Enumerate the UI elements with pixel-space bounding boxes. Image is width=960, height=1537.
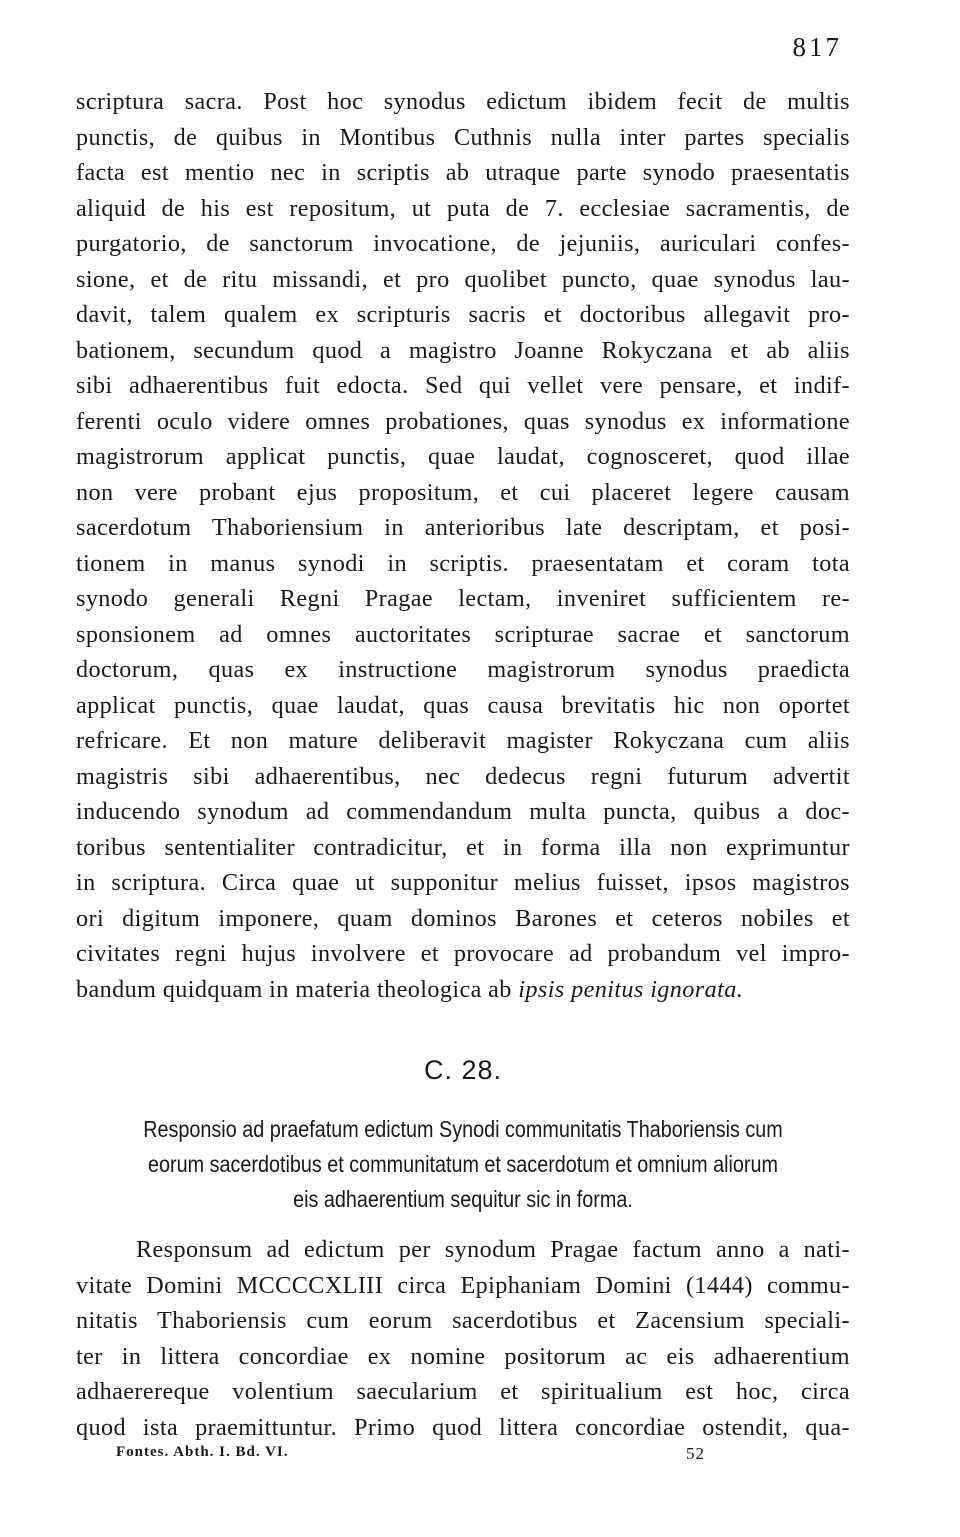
text-line: vitate Domini MCCCCXLIII circa Epiphaniam Domini (1444) commu- [76,1271,850,1299]
text-line-italic: ipsis penitus ignorata. [518,975,744,1003]
text-line: applicat punctis, quae laudat, quas causa brevitatis hic non oportet [76,691,850,719]
heading-line: Responsio ad praefatum edictum Synodi communitatis Thaboriensis cum [143,1116,783,1142]
text-line: nitatis Thaboriensis cum eorum sacerdotibus et Zacensium speciali- [76,1307,850,1334]
text-line: tionem in manus synodi in scriptis. praesentatam et coram tota [76,549,850,577]
text-line: ferenti oculo videre omnes probationes, quas synodus ex informatione [76,407,850,435]
text-line: quod ista praemittuntur. Primo quod littera concordiae ostendit, qua- [76,1413,850,1441]
text-line: aliquid de his est repositum, ut puta de 7. ecclesiae sacramentis, de [76,194,850,222]
text-line: sione, et de ritu missandi, et pro quolibet puncto, quae synodus lau- [76,265,850,293]
text-line: magistris sibi adhaerentibus, nec dedecus regni futurum advertit [76,762,850,790]
heading-line: eis adhaerentium sequitur sic in forma. [293,1186,633,1212]
text-line: doctorum, quas ex instructione magistrorum synodus praedicta [76,656,850,683]
footer-sheet-number: 52 [686,1444,705,1463]
text-line: sibi adhaerentibus fuit edocta. Sed qui vellet vere pensare, et indif- [76,372,850,399]
document-page [76,32,850,1512]
section-heading [130,1112,796,1217]
text-line: Responsum ad edictum per synodum Pragae factum anno a nati- [136,1236,850,1263]
paragraph-response [76,1232,850,1445]
text-line: purgatorio, de sanctorum invocatione, de jejuniis, auriculari confes- [76,230,850,257]
heading-line: eorum sacerdotibus et communitatum et sacerdotum et omnium aliorum [148,1151,778,1177]
paragraph-main [76,84,850,1007]
text-line: synodo generali Regni Pragae lectam, inveniret sufficientem re- [76,585,850,612]
text-line: inducendo synodum ad commendandum multa puncta, quibus a doc- [76,798,850,825]
text-line: in scriptura. Circa quae ut supponitur melius fuisset, ipsos magistros [76,869,850,896]
text-line: magistrorum applicat punctis, quae laudat, cognosceret, quod illae [76,443,850,470]
text-line: ori digitum imponere, quam dominos Barones et ceteros nobiles et [76,904,850,932]
text-line: toribus sententialiter contradicitur, et in forma illa non exprimuntur [76,833,850,861]
footer-signature: Fontes. Abth. I. Bd. VI. [116,1444,289,1460]
text-line: bationem, secundum quod a magistro Joanne Rokyczana et ab aliis [76,336,850,364]
text-line: sacerdotum Thaboriensium in anterioribus late descriptam, et posi- [76,514,850,541]
text-line: civitates regni hujus involvere et provocare ad probandum vel impro- [76,940,850,967]
text-line: ter in littera concordiae ex nomine positorum ac eis adhaerentium [76,1342,850,1370]
text-line: punctis, de quibus in Montibus Cuthnis nulla inter partes specialis [76,123,850,151]
page-number: 817 [792,32,842,62]
text-line: sponsionem ad omnes auctoritates scripturae sacrae et sanctorum [76,620,850,648]
text-line-plain: bandum quidquam in materia theologica ab [76,975,512,1003]
text-line: non vere probant ejus propositum, et cui placeret legere causam [76,478,850,506]
text-line: refricare. Et non mature deliberavit magister Rokyczana cum aliis [76,727,850,754]
text-line: davit, talem qualem ex scripturis sacris et doctoribus allegavit pro- [76,301,850,328]
text-line: scriptura sacra. Post hoc synodus edictum ibidem fecit de multis [76,88,850,115]
text-line: facta est mentio nec in scriptis ab utraque parte synodo praesentatis [76,159,850,186]
text-line: adhaerereque volentium saecularium et spiritualium est hoc, circa [76,1378,850,1405]
text-line [76,972,850,1008]
chapter-title: C. 28. [423,1055,503,1085]
